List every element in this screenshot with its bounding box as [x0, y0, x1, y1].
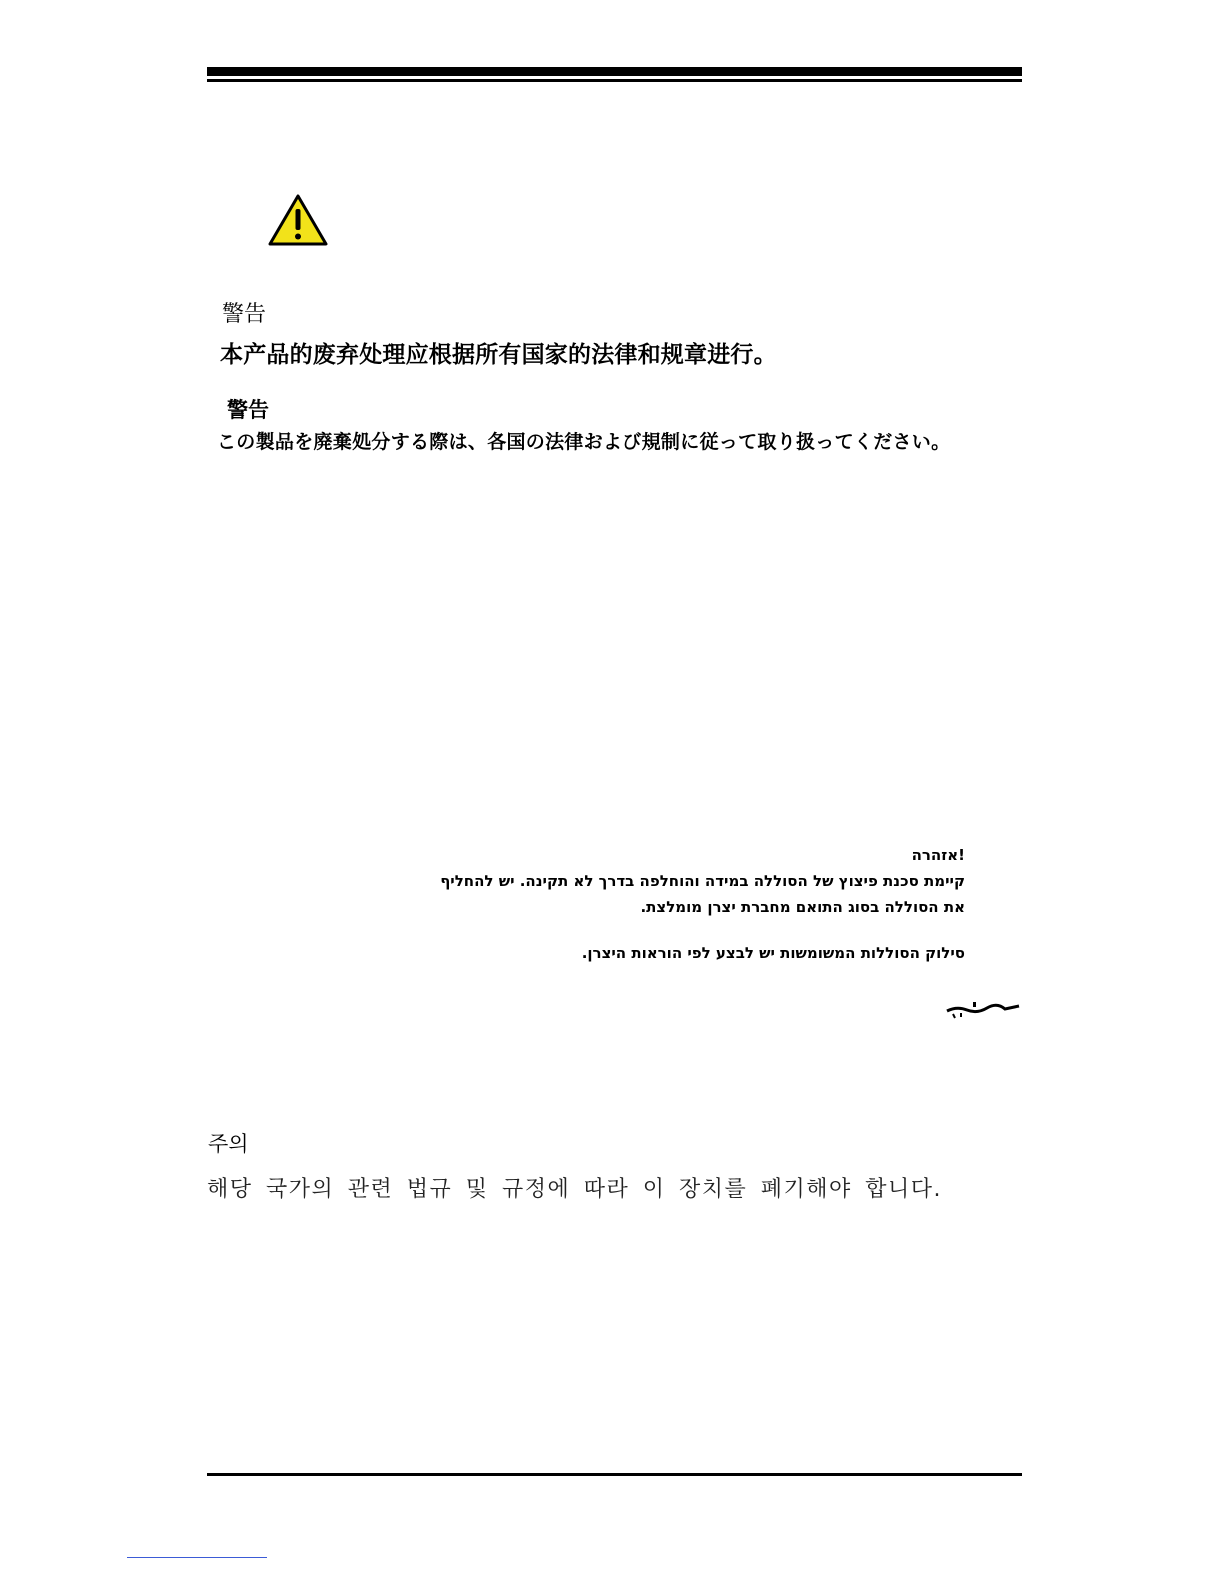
- hebrew-warning-line: את הסוללה בסוג התואם מחברת יצרן מומלצת.: [640, 898, 965, 916]
- chinese-warning-text: 本产品的废弃处理应根据所有国家的法律和规章进行。: [220, 342, 777, 368]
- korean-warning-text: 해당 국가의 관련 법규 및 규정에 따라 이 장치를 폐기해야 합니다.: [207, 1177, 942, 1202]
- korean-warning-title: 주의: [208, 1132, 249, 1156]
- japanese-warning-text: この製品を廃棄処分する際は、各国の法律および規制に従って取り扱ってください。: [217, 431, 951, 453]
- chinese-warning-title: 警告: [222, 302, 267, 327]
- japanese-warning-title: 警告: [227, 398, 269, 422]
- header-rule-thick: [207, 67, 1022, 76]
- footer-rule: [207, 1473, 1022, 1476]
- link-underline: [127, 1557, 267, 1558]
- hebrew-warning: [340, 842, 965, 966]
- hebrew-warning-title: !אזהרה: [911, 846, 965, 864]
- hebrew-warning-line: סילוק הסוללות המשומשות יש לבצע לפי הוראות היצרן.: [581, 944, 965, 962]
- warning-triangle-icon: [268, 194, 328, 246]
- arabic-script-fragment: [943, 998, 1021, 1020]
- header-rule-thin: [207, 79, 1022, 82]
- hebrew-warning-line: קיימת סכנת פיצוץ של הסוללה במידה והוחלפה בדרך לא תקינה. יש להחליף: [440, 872, 965, 890]
